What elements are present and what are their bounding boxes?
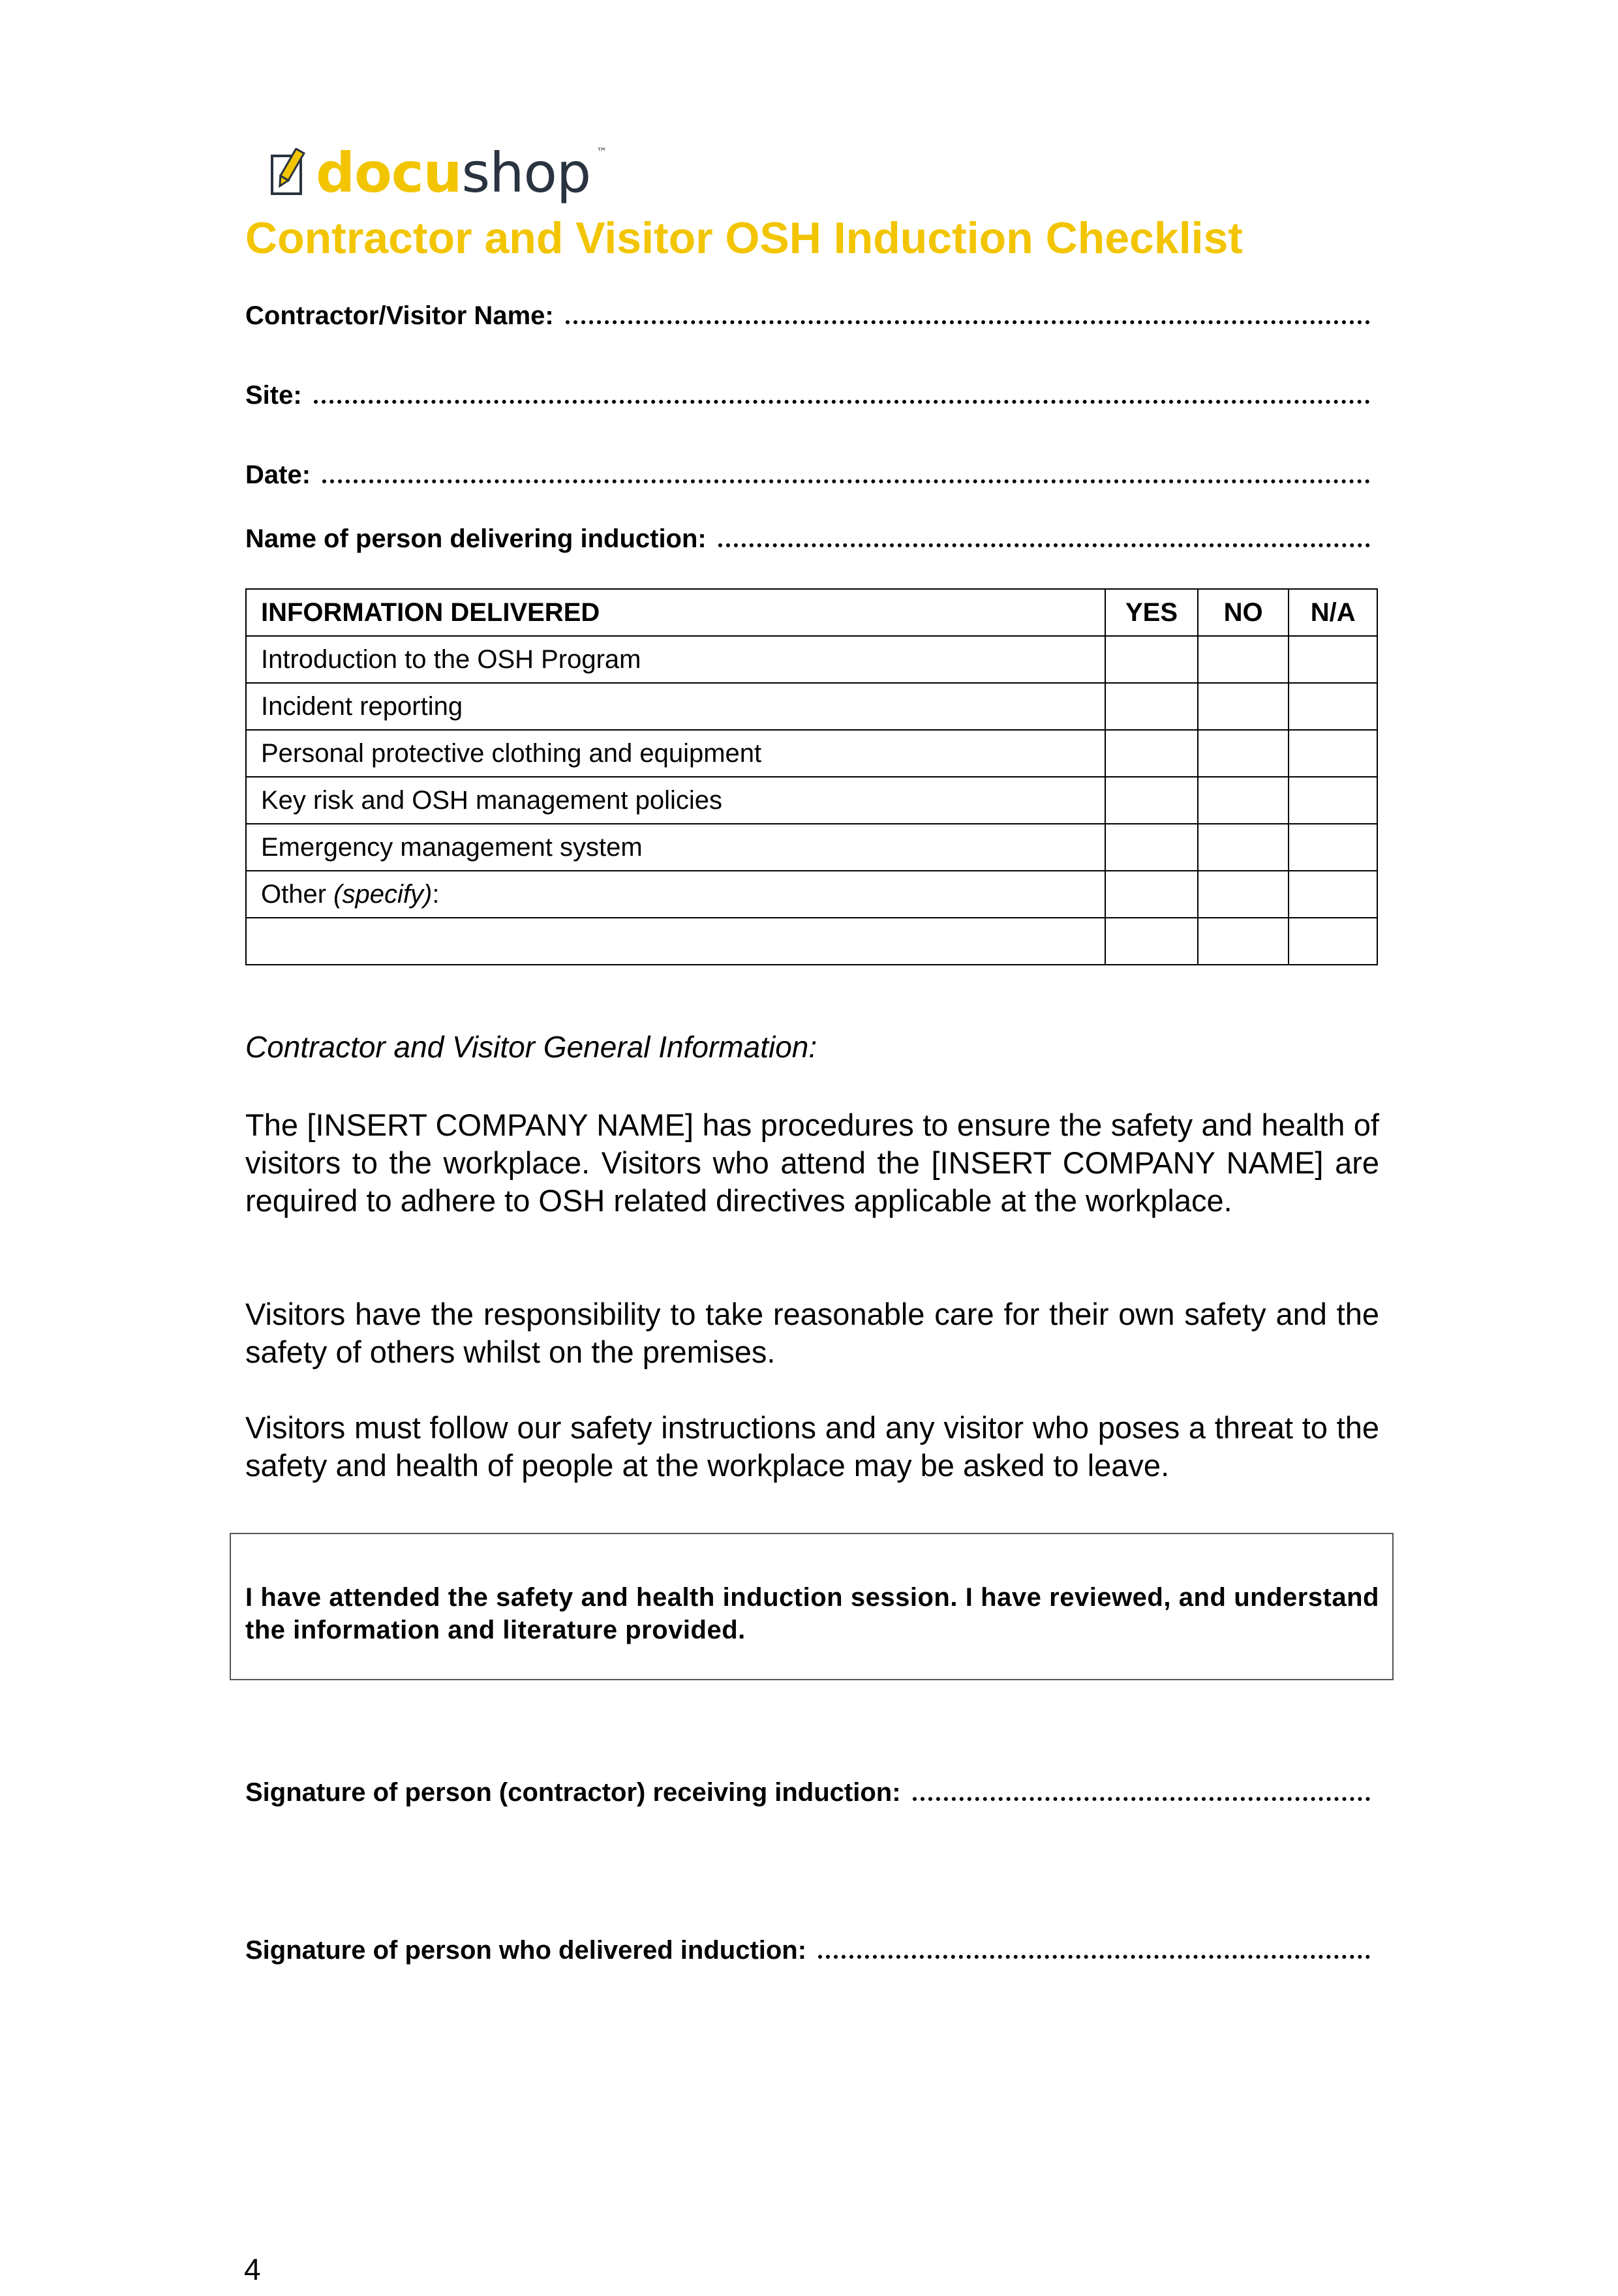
yes-checkbox-cell[interactable]	[1105, 918, 1198, 965]
row-label: Personal protective clothing and equipment	[246, 730, 1105, 777]
na-checkbox-cell[interactable]	[1289, 824, 1377, 871]
table-header-row	[246, 589, 1377, 636]
pencil-document-icon	[270, 148, 307, 198]
header-information-delivered: INFORMATION DELIVERED	[246, 589, 1105, 636]
no-checkbox-cell[interactable]	[1198, 730, 1289, 777]
general-info-paragraph-1: The [INSERT COMPANY NAME] has procedures to ensure the safety and health of visitors to the workplace. Visitors who attend the [INSERT COMPANY NAME] are required to adhere to OSH related directives applicable at the workplace.	[245, 1108, 1379, 1218]
logo-trademark: ™	[596, 145, 607, 158]
logo-docu: docu	[316, 141, 462, 205]
na-checkbox-cell[interactable]	[1289, 636, 1377, 683]
na-checkbox-cell[interactable]	[1289, 918, 1377, 965]
na-checkbox-cell[interactable]	[1289, 683, 1377, 730]
site-field[interactable]	[245, 381, 1370, 410]
no-checkbox-cell[interactable]	[1198, 683, 1289, 730]
deliverer-signature-field[interactable]	[245, 1936, 1370, 1965]
document-title: Contractor and Visitor OSH Induction Checklist	[245, 213, 1243, 263]
contractor-name-line[interactable]	[566, 320, 1370, 324]
contractor-name-label: Contractor/Visitor Name:	[245, 301, 554, 330]
no-checkbox-cell[interactable]	[1198, 777, 1289, 824]
no-checkbox-cell[interactable]	[1198, 636, 1289, 683]
table-row	[246, 636, 1377, 683]
other-label: Other	[261, 879, 327, 909]
no-checkbox-cell[interactable]	[1198, 824, 1289, 871]
yes-checkbox-cell[interactable]	[1105, 777, 1198, 824]
logo-wordmark	[316, 141, 607, 205]
row-label: Incident reporting	[246, 683, 1105, 730]
no-checkbox-cell[interactable]	[1198, 871, 1289, 918]
site-label: Site:	[245, 381, 302, 410]
site-line[interactable]	[314, 400, 1370, 404]
contractor-name-field[interactable]	[245, 301, 1370, 331]
yes-checkbox-cell[interactable]	[1105, 824, 1198, 871]
yes-checkbox-cell[interactable]	[1105, 730, 1198, 777]
yes-checkbox-cell[interactable]	[1105, 871, 1198, 918]
header-yes: YES	[1105, 589, 1198, 636]
general-info-paragraph-3: Visitors must follow our safety instructions and any visitor who poses a threat to the safety and health of people at the workplace may be asked to leave.	[245, 1410, 1379, 1483]
deliverer-name-label: Name of person delivering induction:	[245, 524, 707, 553]
other-colon: :	[432, 879, 440, 909]
induction-checklist-table	[245, 588, 1378, 965]
table-row	[246, 824, 1377, 871]
receiver-signature-field[interactable]	[245, 1778, 1370, 1807]
date-field[interactable]	[245, 461, 1370, 490]
deliverer-signature-line[interactable]	[818, 1955, 1370, 1959]
row-label: Key risk and OSH management policies	[246, 777, 1105, 824]
na-checkbox-cell[interactable]	[1289, 730, 1377, 777]
deliverer-signature-label: Signature of person who delivered induction:	[245, 1936, 807, 1965]
date-line[interactable]	[322, 479, 1370, 483]
general-info-paragraph-2: Visitors have the responsibility to take reasonable care for their own safety and the safety of others whilst on the premises.	[245, 1297, 1379, 1369]
declaration-text: I have attended the safety and health induction session. I have reviewed, and understand the information and literature provided.	[245, 1583, 1379, 1644]
table-row	[246, 777, 1377, 824]
other-label-cell	[246, 871, 1105, 918]
na-checkbox-cell[interactable]	[1289, 777, 1377, 824]
general-info-heading: Contractor and Visitor General Information:	[245, 1030, 817, 1064]
deliverer-name-line[interactable]	[718, 543, 1370, 547]
table-row-other	[246, 871, 1377, 918]
date-label: Date:	[245, 461, 311, 489]
yes-checkbox-cell[interactable]	[1105, 683, 1198, 730]
receiver-signature-label: Signature of person (contractor) receiving induction:	[245, 1778, 901, 1807]
other-specify: (specify)	[333, 879, 433, 909]
row-label: Introduction to the OSH Program	[246, 636, 1105, 683]
row-label: Emergency management system	[246, 824, 1105, 871]
receiver-signature-line[interactable]	[913, 1797, 1370, 1801]
docushop-logo	[270, 141, 607, 205]
logo-shop: shop	[461, 141, 591, 205]
table-row	[246, 683, 1377, 730]
table-row-blank	[246, 918, 1377, 965]
no-checkbox-cell[interactable]	[1198, 918, 1289, 965]
yes-checkbox-cell[interactable]	[1105, 636, 1198, 683]
page-number: 4	[244, 2252, 261, 2286]
table-row	[246, 730, 1377, 777]
deliverer-name-field[interactable]	[245, 524, 1370, 554]
header-no: NO	[1198, 589, 1289, 636]
na-checkbox-cell[interactable]	[1289, 871, 1377, 918]
header-na: N/A	[1289, 589, 1377, 636]
other-specify-input-cell[interactable]	[246, 918, 1105, 965]
